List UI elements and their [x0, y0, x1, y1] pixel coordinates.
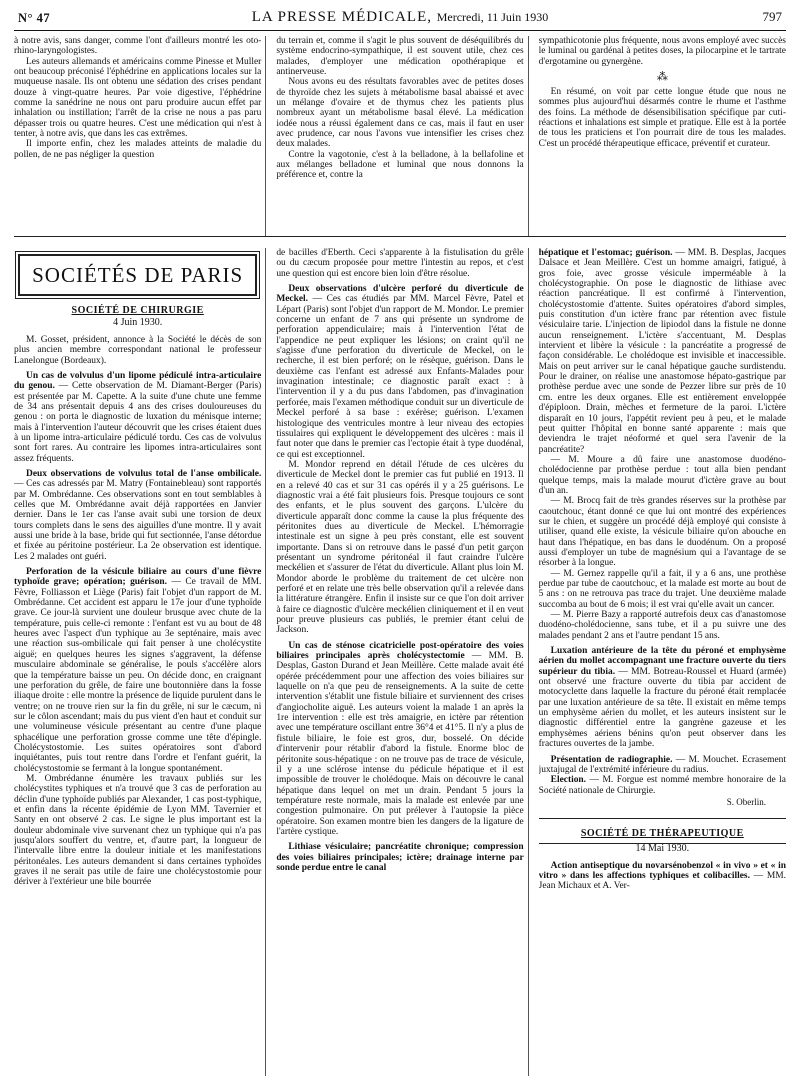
issue-date: Mercredi, 11 Juin 1930	[436, 10, 549, 24]
paragraph	[276, 842, 523, 873]
paragraph: — M. Gernez rappelle qu'il a fait, il y a 6 ans, une prothèse perdue par tube de caoutchouc, et la malade est morte au bout de 5 ans : on ne retrouva pas trace du trajet. Une deuxième malade succomba au bout de 6 mois; il est vrai qu'elle avait un cancer.	[538, 568, 786, 610]
communication-body: — M. Mouchet. Ecrasement juxtajugal de l'extrémité inférieure du radius.	[538, 754, 786, 775]
communication-body: — MM. Botreau-Roussel et Huard (armée) ont observé une fracture ouverte du tibia par accident de motocyclette dans laquelle la fracture du péroné était remplacée par une luxation antérieure de sa tête. Il existait en même temps un emphysème aérien du mollet, et les auteurs insistent sur le diagnostic différentiel entre la gangrène gazeuse et les emphysèmes aériens bénins qu'on peut observer dans les fractures ouvertes de la jambe.	[538, 666, 786, 750]
communication-body: — MM. Jean Michaux et A. Ver-	[538, 870, 786, 892]
paragraph: — M. Moure a dû faire une anastomose duodéno-cholédocienne par prothèse perdue : tout alla bien pendant quelque temps, mais la malade mourut d'ictère grave au bout d'un an.	[538, 454, 786, 496]
paragraph	[539, 861, 786, 892]
communication-title: Luxation antérieure de la tête du péroné et emphysème aérien du mollet accompagnant une fracture ouverte du tiers supérieur du tibia.	[538, 646, 786, 677]
paragraph: du terrain et, comme il s'agit le plus souvent de déséquilibrés du système endocrino-sympathique, il est souvent utile, chez ces malades, d'employer une médication opothérapique et antinerveuse.	[276, 36, 524, 78]
communication-title: Deux observations de volvulus total de l'anse ombilicale.	[26, 468, 262, 479]
paragraph	[14, 371, 261, 464]
journal-title: LA PRESSE MÉDICALE,	[251, 9, 432, 25]
paragraph: Les auteurs allemands et américains comme Pinesse et Muller ont beaucoup préconisé l'éphédrine en applications locales sur la muqueuse nasale. Ils ont obtenu une sédation des crises pendant douze à vingt-quatre heures. Par voie digestive, l'éphédrine comme la sanédrine ne nous ont paru produire aucun effet par inhalation ou instillation; l'arrêt de la crise ne nous a pas paru dépasser trois ou quatre heures. C'est une médication qui n'est à tenter, à notre avis, que dans les cas extrêmes.	[14, 56, 262, 140]
communication-title: Deux observations d'ulcère perforé du diverticule de Meckel.	[276, 284, 524, 305]
communication-body: — MM. B. Desplas, Jacques Dalsace et Jean Meillère. C'est un homme amaigri, fatigué, à gros foie, avec grosse vésicule imperméable à la cholécystographie. On pose le diagnostic de lithiase avec réaction pancréatique. Il est confirmé à l'intervention, cholécystostomie d'attente. Suites opératoires d'abord simples, puis constitution d'un ictère franc par rétention avec fistule vésiculaire tarie. L'injection de lipiodol dans la fistule ne donne aucun renseignement. L'ictère s'accentuant, M. Desplas intervient et libère la vésicule : la pancréatite a progressé de façon considérable. Le cholédoque est invisible et inaccessible. Mais on peut arriver sur le canal hépatique gauche surdistendu. Pour le drainer, on réalise une anastomose hépato-gastrique par prothèse perdue avec une sonde de Pezzer libre sur près de 10 cm. entre les deux organes. Elle est entièrement enveloppée d'épiploon. Drain, mèches et fermeture de la paroi. L'ictère disparaît en 10 jours, l'appétit revient peu à peu, et le malade peut quitter l'hôpital en bonne santé apparente : mais que deviendra le trajet néoformé et quel sera l'avenir de la pancréatite?	[538, 248, 786, 455]
paragraph	[539, 755, 786, 776]
session-date: 4 Juin 1930.	[113, 316, 163, 328]
paragraph: M. Gosset, président, annonce à la Société le décès de son plus ancien membre correspondant national le professeur Lanelongue (Bordeaux).	[14, 334, 262, 366]
top-column-1	[14, 36, 266, 236]
communication-body: — M. Forgue est nommé membre honoraire de la Société nationale de Chirurgie.	[538, 775, 786, 796]
top-column-2	[276, 36, 528, 236]
communication-body: — Ces cas étudiés par MM. Marcel Fèvre, Patel et Lépart (Paris) sont l'objet d'un rapport de M. Mondor. Le premier concerne un enfant de 7 ans qui présente un syndrome de perforation appendiculaire; mais à l'intervention l'état de l'appendice ne peut expliquer les lésions; on craint qu'il ne s'agisse d'une perforation du diverticule de Meckel, on le recherche, il est bien perforé; on le résèque, guérison. Dans le deuxième cas l'enfant est adressé aux Enfants-Malades pour invagination intestinale; ce diagnostic paraît exact : à l'intervention il y a du pus dans l'abdomen, pas d'invagination perforée, mais l'examen méthodique conduit sur un diverticule de Meckel perforé à sa base : exérèse; guérison. L'examen histologique des ventricules montre à leur niveau des ectopies tissulaires qui expliquent le développement des ulcères : mais il faut noter que dans le premier cas l'ectopie était à type duodénal, ce qui est exceptionnel.	[276, 294, 524, 460]
paragraph	[14, 567, 261, 774]
paragraph: — M. Pierre Bazy a rapporté autrefois deux cas d'anastomose duodéno-cholédocienne, sans tube, et il a pu suivre une des malades pendant 2 ans et l'autre pendant 15 ans.	[538, 610, 786, 641]
paragraph	[539, 248, 786, 455]
bottom-column-2	[276, 248, 528, 1076]
article-continuation	[14, 36, 786, 237]
societes-section	[14, 248, 786, 1076]
communication-title-continued: hépatique et l'estomac; guérison.	[538, 248, 673, 258]
bottom-column-3	[539, 248, 786, 1076]
communication-body: — Cette observation de M. Diamant-Berger (Paris) est présentée par M. Capette. A la suite d'une chute une femme de 34 ans présentait depuis 4 ans des crises douloureuses du genou : on porta le diagnostic de luxation du ménisque interne; mais à l'intervention l'auteur découvrit que les crises étaient dues à un lipome intra-articulaire pédiculé tordu. Ces cas de volvulus sont fort rares. Au contraire les lipomes intra-articulaires sont assez fréquents.	[14, 381, 262, 464]
paragraph	[14, 469, 261, 562]
paragraph	[276, 284, 523, 460]
society-header-box	[539, 818, 786, 844]
communication-title: Un cas de sténose cicatricielle post-opératoire des voies biliaires principales après cholécystectomie	[276, 640, 524, 662]
top-column-3	[539, 36, 786, 236]
issue-number: N° 47	[18, 11, 51, 25]
communication-title: Un cas de volvulus d'un lipome pédiculé intra-articulaire du genou.	[14, 370, 262, 392]
section-separator-stars: ⁂	[656, 71, 668, 84]
communication-body: — Ce travail de MM. Fèvre, Folliasson et Liège (Paris) fait l'objet d'un rapport de M. Ombrédanne. Cet accident est apparu le 17e jour d'une typhoïde grave. Ce jour-là survient une douleur brusque avec chute de la température, puis celle-ci remonte : l'enfant est vu au bout de 48 heures avec l'aspect d'un typhique au 3e septénaire, mais avec une réaction sus-ombilicale qui fait penser à une cholécystite aiguë; en quelques heures les signes s'aggravent, la défense musculaire abdominale se généralise, le pouls s'accélère alors que la température baisse un peu. On décide donc, en craignant une perforation du grêle, de faire une boutonnière dans la fosse iliaque droite : elle montre la présence de liquide purulent dans le ventre; on ne trouve rien sur la fin du grêle, ni sur le cæcum, ni sur le côlon ascendant; mais du pus vient d'en haut et conduit sur une volumineuse vésicule présentant au centre d'une plaque sphacélique une perforation grosse comme une tête d'épingle. Cholécystostomie. Les suites opératoires sont d'abord inquiétantes, puis tout rentre dans l'ordre et l'enfant guérit, la cholécystostomie se fermant à la longue spontanément.	[14, 577, 262, 774]
paragraph: Contre la vagotonie, c'est à la belladone, à la bellafoline et aux mélanges belladone et luminal que nous donnons la préférence et, contre la	[276, 149, 524, 181]
section-title: SOCIÉTÉS DE PARIS	[18, 254, 257, 296]
paragraph: de bacilles d'Eberth. Ceci s'apparente à la fistulisation du grêle ou du cæcum proposée pour mettre l'intestin au repos, et c'est une question qui est encore bien loin d'être résolue.	[276, 248, 524, 279]
communication-body: — MM. B. Desplas, Gaston Durand et Jean Meillère. Cette malade avait été opérée précédemment pour une affection des voies biliaires sur laquelle on n'a que peu de renseignements. A la suite de cette intervention s'établit une fistule biliaire et surviennent des crises d'angiocholite aiguë. Les auteurs voient la malade 1 an après la 1re intervention : elle est très amaigrie, en ictère par rétention avec une température oscillant entre 36°4 et 41°5. Il n'y a plus de fistule biliaire, le foie est gros, dur, bosselé. On décide d'intervenir pour rétablir d'abord la fistule. Enorme bloc de péritonite sous-hépatique : on ne trouve pas de trace de vésicule, il y a une sclérose intense du pédicule hépatique et il est impossible de trouver le cholédoque. Mais on découvre le canal hépatique dans lequel on met un drain. Pendant 5 jours la température reste normale, mais la malade est enlevée par une congestion pulmonaire. On put prélever à l'autopsie la pièce opératoire. Son examen montre bien les dangers de la ligature de l'artère cystique.	[276, 651, 524, 837]
paragraph: Il importe enfin, chez les malades atteints de maladie du pollen, de ne pas négliger la question	[14, 139, 262, 160]
paragraph: M. Ombrédanne énumère les travaux publiés sur les cholécystites typhiques et n'a trouvé que 3 cas de perforation au déclin d'une typhoïde publiés par Alexander, 1 cas post-typhique, et enfin dans la récente épidémie de Lyon MM. Tavernier et Santy en ont observé 2 cas. Le signe le plus important est la douleur abdominale vive survenant chez un typhique qui n'a pas jusqu'alors souffert du ventre, et, d'autre part, la longueur de l'intervalle libre entre la douleur initiale et les manifestations péritonéales. Les auteurs demandent si dans certaines typhoïdes graves il ne serait pas utile de faire une cholécystostomie pour dériver à l'extérieur une bile bourrée	[14, 773, 262, 888]
session-date: 14 Mai 1930.	[635, 842, 690, 854]
communication-title: Présentation de radiographie.	[550, 754, 673, 765]
communication-title: Lithiase vésiculaire; pancréatite chronique; compression des voies biliaires principales; ictère; drainage interne par sonde perdue entre le canal	[276, 842, 524, 873]
paragraph: Nous avons eu des résultats favorables avec de petites doses de thyroïde chez les sujets à métabolisme basal abaissé et avec un mélange d'ovaire et de thymus chez les patients plus nombreux ayant un métabolisme basal élevé. La médication iodée nous a réussi également dans ce cas, mais il faut en user avec prudence, car nous l'avons vue intensifier les crises chez deux malades.	[276, 77, 524, 150]
communication-title: Perforation de la vésicule biliaire au cours d'une fièvre typhoïde grave; opération; guérison.	[14, 567, 262, 588]
paragraph: à notre avis, sans danger, comme l'ont d'ailleurs montré les oto-rhino-laryngologistes.	[14, 36, 262, 57]
paragraph	[539, 775, 786, 796]
running-header	[14, 4, 786, 31]
society-name: SOCIÉTÉ DE CHIRURGIE	[71, 304, 204, 316]
society-name: SOCIÉTÉ DE THÉRAPEUTIQUE	[580, 827, 744, 839]
communication-title: Election.	[550, 775, 587, 786]
paragraph	[539, 646, 786, 749]
bottom-column-1	[14, 248, 266, 1076]
masthead	[14, 9, 786, 26]
communication-body: — Ces cas adressés par M. Matry (Fontainebleau) sont rapportés par M. Ombrédanne. Ces observations sont en tout semblables à celles que M. Ombrédanne avait déjà rapportées en Janvier dernier. Dans le 1er cas l'anse avait subi une torsion de deux tours complets dans le sens des aiguilles d'une montre. Il y avait aussi une bride à la base, bride qui fut sectionnée, l'anse détordue et fixée au péritoine postérieur. La 2e observation est identique. Les 2 malades ont guéri.	[14, 479, 262, 562]
communication-title: Action antiseptique du novarsénobenzol « in vivo » et « in vitro » dans les affections typhiques et colibacilles.	[538, 860, 786, 881]
paragraph	[276, 641, 523, 838]
paragraph: En résumé, on voit par cette longue étude que nous ne sommes plus aujourd'hui désarmés contre le rhume et l'asthme des foins. La méthode de désensibilisation spécifique par cuti-réactions et inhalations est simple et pratique. Elle est à la portée de tous les praticiens et l'on pourrait dire de tous les malades. C'est un procédé thérapeutique efficace, préventif et curateur.	[538, 87, 786, 149]
page-number: 797	[762, 9, 782, 24]
paragraph: — M. Brocq fait de très grandes réserves sur la prothèse par caoutchouc, étant donné ce que lui ont montré des expériences sur le chien, et suggère un procédé déjà employé qui consiste à utiliser, quand elle existe, la vésicule biliaire qu'on abouche en haut dans l'hépatique, en bas dans le duodénum. On a proposé aussi d'employer un tube de magnésium qui a l'avantage de se résorber à la longue.	[538, 496, 786, 569]
paragraph: M. Mondor reprend en détail l'étude de ces ulcères du diverticule de Meckel dont le premier cas fut publié en 1913. Il en a relevé 40 cas et sur 31 cas opérés il y a 25 guérisons. Le diagnostic vrai a été fait plusieurs fois. Presque toujours ce sont des enfants, et le plus souvent des garçons. L'ulcère du diverticule apparaît donc comme la cause la plus fréquente des péritonites dues au diverticule de Meckel. L'hémorragie intestinale est un signe à peu près constant, elle est souvent importante. Dans si on retrouve dans le passé d'un petit garçon présentant un syndrome péritonéal il faut craindre l'ulcère meckélien et s'assurer de l'état du diverticule. Allant plus loin M. Mondor aborde le problème du traitement de cet ulcère non perforé et en relate une très belle observation qu'il a relevée dans la littérature étrangère. Enfin il insiste sur ce que l'on doit arriver à faire ce diagnostic d'ulcère meckélien cliniquement et il en veut pour preuve plusieurs cas publiés, le premier étant celui de Jackson.	[276, 459, 524, 636]
signature: S. Oberlin.	[726, 796, 766, 807]
paragraph: sympathicotonie plus fréquente, nous avons employé avec succès le luminal ou gardénal à petites doses, la pilocarpine et le tartrate d'ergotamine ou gynergène.	[538, 36, 786, 67]
